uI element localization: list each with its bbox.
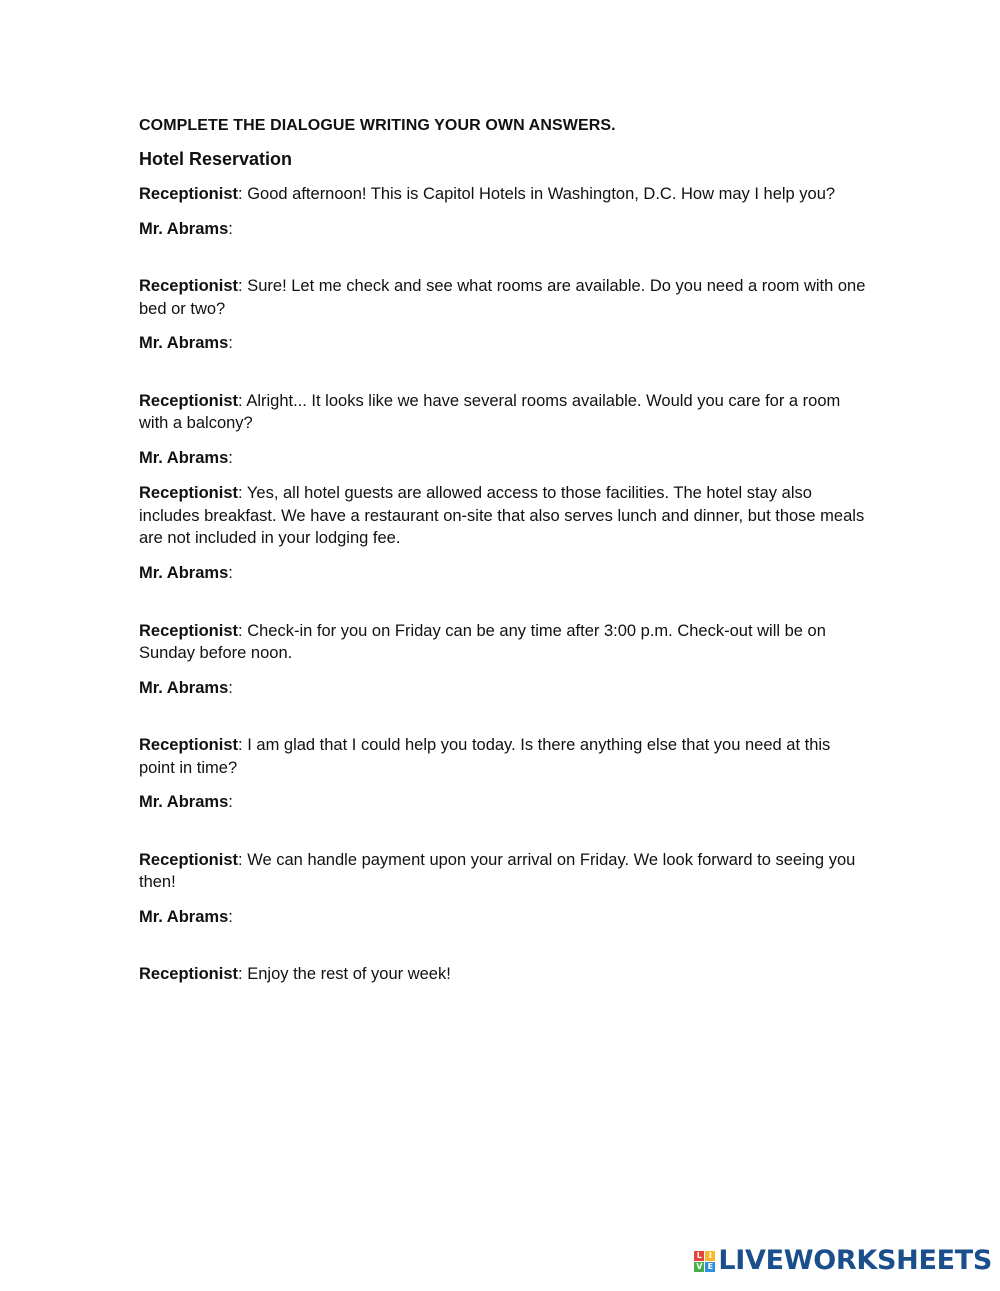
receptionist-line-3 bbox=[139, 390, 869, 435]
answer-space bbox=[139, 814, 869, 849]
logo-badge-icon bbox=[694, 1251, 715, 1272]
speaker-customer: Mr. Abrams bbox=[139, 907, 229, 926]
speaker-receptionist: Receptionist bbox=[139, 277, 239, 296]
instructions: COMPLETE THE DIALOGUE WRITING YOUR OWN ANSWERS. bbox=[139, 117, 616, 134]
receptionist-text: Alright... It looks like we have several rooms available. Would you care for a room with a balcony? bbox=[139, 391, 841, 433]
answer-space bbox=[139, 355, 869, 390]
separator: : bbox=[238, 965, 243, 984]
worksheet-page bbox=[139, 116, 869, 986]
answer-space bbox=[139, 928, 869, 963]
answer-space bbox=[139, 699, 869, 734]
separator: : bbox=[228, 563, 233, 582]
separator: : bbox=[238, 277, 243, 296]
answer-input-1[interactable] bbox=[237, 218, 801, 240]
separator: : bbox=[228, 793, 233, 812]
logo-badge-cell: E bbox=[705, 1262, 715, 1272]
separator: : bbox=[238, 850, 243, 869]
customer-line-6 bbox=[139, 791, 869, 814]
receptionist-line-2 bbox=[139, 275, 869, 320]
logo-text: LIVEWORKSHEETS bbox=[718, 1245, 992, 1276]
logo-badge-cell: I bbox=[705, 1251, 715, 1261]
separator: : bbox=[238, 621, 243, 640]
speaker-customer: Mr. Abrams bbox=[139, 678, 229, 697]
speaker-customer: Mr. Abrams bbox=[139, 793, 229, 812]
speaker-customer: Mr. Abrams bbox=[139, 334, 229, 353]
customer-line-2 bbox=[139, 332, 869, 355]
speaker-customer: Mr. Abrams bbox=[139, 219, 229, 238]
receptionist-text: Sure! Let me check and see what rooms are available. Do you need a room with one bed or two? bbox=[139, 277, 866, 318]
speaker-receptionist: Receptionist bbox=[139, 965, 239, 984]
speaker-receptionist: Receptionist bbox=[139, 621, 239, 640]
speaker-customer: Mr. Abrams bbox=[139, 563, 229, 582]
speaker-receptionist: Receptionist bbox=[139, 850, 239, 869]
receptionist-text: I am glad that I could help you today. Is there anything else that you need at this point in time? bbox=[139, 736, 831, 777]
speaker-customer: Mr. Abrams bbox=[139, 448, 229, 467]
receptionist-text: Enjoy the rest of your week! bbox=[247, 965, 451, 984]
separator: : bbox=[228, 219, 233, 238]
answer-input-2[interactable] bbox=[237, 333, 801, 355]
customer-line-7 bbox=[139, 906, 869, 929]
page-title: Hotel Reservation bbox=[139, 149, 293, 169]
speaker-receptionist: Receptionist bbox=[139, 391, 239, 410]
receptionist-text: We can handle payment upon your arrival on Friday. We look forward to seeing you then! bbox=[139, 850, 856, 892]
customer-line-5 bbox=[139, 677, 869, 700]
logo-badge-cell: V bbox=[696, 1261, 703, 1271]
speaker-receptionist: Receptionist bbox=[139, 484, 239, 503]
customer-line-4 bbox=[139, 562, 869, 585]
answer-space bbox=[139, 585, 869, 620]
receptionist-text: Check-in for you on Friday can be any time after 3:00 p.m. Check-out will be on Sunday before noon. bbox=[139, 621, 826, 663]
separator: : bbox=[238, 484, 243, 503]
separator: : bbox=[228, 678, 233, 697]
receptionist-text: Good afternoon! This is Capitol Hotels in Washington, D.C. How may I help you? bbox=[247, 185, 836, 203]
customer-line-1 bbox=[139, 218, 869, 241]
speaker-receptionist: Receptionist bbox=[139, 185, 239, 203]
separator: : bbox=[228, 907, 233, 926]
separator: : bbox=[228, 448, 233, 467]
receptionist-line-1 bbox=[139, 183, 869, 206]
separator: : bbox=[238, 185, 243, 203]
customer-line-3 bbox=[139, 447, 869, 470]
receptionist-line-6 bbox=[139, 734, 869, 779]
receptionist-line-4 bbox=[139, 482, 869, 550]
separator: : bbox=[228, 334, 233, 353]
liveworksheets-logo bbox=[694, 1245, 992, 1277]
receptionist-line-8 bbox=[139, 963, 869, 986]
answer-input-5[interactable] bbox=[237, 677, 801, 699]
answer-space bbox=[139, 469, 869, 482]
receptionist-text: Yes, all hotel guests are allowed access to those facilities. The hotel stay also includes breakfast. We have a restaurant on-site that also serves lunch and dinner, but those meals are not included in your lodging fee. bbox=[139, 484, 865, 548]
receptionist-line-7 bbox=[139, 849, 869, 894]
receptionist-line-5 bbox=[139, 620, 869, 665]
separator: : bbox=[238, 391, 243, 410]
answer-input-6[interactable] bbox=[237, 792, 801, 814]
answer-input-3[interactable] bbox=[237, 447, 801, 469]
separator: : bbox=[238, 736, 243, 755]
answer-input-7[interactable] bbox=[237, 906, 801, 928]
answer-input-4[interactable] bbox=[237, 563, 801, 585]
logo-badge-cell: L bbox=[694, 1251, 704, 1261]
speaker-receptionist: Receptionist bbox=[139, 736, 239, 755]
answer-space bbox=[139, 240, 869, 275]
